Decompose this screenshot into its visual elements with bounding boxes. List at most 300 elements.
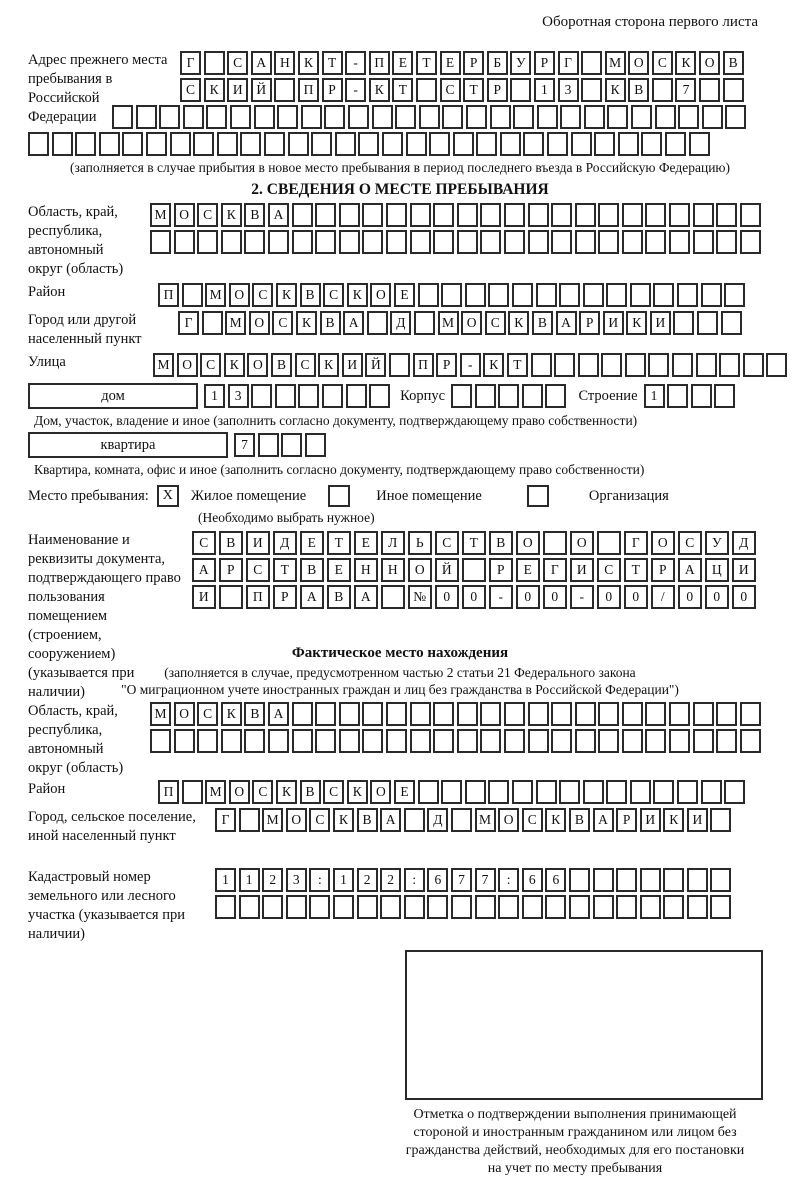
stay-type-hint: (Необходимо выбрать нужное)	[198, 510, 375, 525]
char-cell	[740, 230, 761, 254]
char-cell	[536, 780, 557, 804]
char-cell: К	[296, 311, 317, 335]
char-cell: М	[205, 780, 226, 804]
char-cell	[372, 105, 393, 129]
char-cell	[274, 78, 295, 102]
char-cell	[217, 132, 238, 156]
char-cell	[480, 729, 501, 753]
char-cell	[551, 203, 572, 227]
char-cell	[716, 702, 737, 726]
char-cell	[504, 230, 525, 254]
char-cell: К	[663, 808, 684, 832]
char-cell	[315, 702, 336, 726]
char-cell	[504, 702, 525, 726]
char-cell: -	[345, 78, 366, 102]
char-cell	[416, 78, 437, 102]
house-cells	[204, 384, 390, 408]
char-cell	[606, 283, 627, 307]
char-cell	[510, 78, 531, 102]
char-cell	[513, 105, 534, 129]
char-cell: И	[342, 353, 363, 377]
char-cell: Д	[273, 531, 297, 555]
char-cell	[451, 895, 472, 919]
char-cell	[362, 203, 383, 227]
char-cell	[594, 132, 615, 156]
char-cell: К	[508, 311, 529, 335]
char-cell	[182, 283, 203, 307]
char-cell: Р	[219, 558, 243, 582]
char-cell: Й	[435, 558, 459, 582]
char-cell	[386, 729, 407, 753]
char-cell	[522, 384, 543, 408]
char-cell: 6	[545, 868, 566, 892]
char-cell: О	[461, 311, 482, 335]
char-cell: А	[251, 51, 272, 75]
char-cell	[622, 230, 643, 254]
char-cell: Л	[381, 531, 405, 555]
char-cell	[339, 702, 360, 726]
char-cell	[740, 729, 761, 753]
char-cell	[687, 895, 708, 919]
char-cell	[575, 729, 596, 753]
stay-type-checkbox-organization	[527, 485, 549, 507]
char-cell: 0	[732, 585, 756, 609]
char-cell	[669, 230, 690, 254]
char-cell	[433, 203, 454, 227]
char-cell: О	[286, 808, 307, 832]
char-cell	[645, 702, 666, 726]
char-cell: С	[440, 78, 461, 102]
char-cell	[571, 132, 592, 156]
char-cell: О	[249, 311, 270, 335]
char-cell: О	[699, 51, 720, 75]
char-cell: С	[227, 51, 248, 75]
char-cell: В	[244, 203, 265, 227]
char-cell	[677, 780, 698, 804]
char-cell: С	[252, 780, 273, 804]
char-cell	[743, 353, 764, 377]
char-cell: В	[320, 311, 341, 335]
char-cell: В	[489, 531, 513, 555]
char-cell: Г	[543, 558, 567, 582]
char-cell	[406, 132, 427, 156]
char-cell: О	[174, 702, 195, 726]
char-cell	[219, 585, 243, 609]
char-cell	[652, 78, 673, 102]
char-cell	[277, 105, 298, 129]
char-cell	[710, 895, 731, 919]
char-cell: С	[678, 531, 702, 555]
char-cell: -	[345, 51, 366, 75]
char-cell	[418, 780, 439, 804]
char-cell	[721, 311, 742, 335]
char-cell	[204, 51, 225, 75]
document-row-3	[192, 585, 772, 609]
char-cell: Н	[354, 558, 378, 582]
char-cell: В	[723, 51, 744, 75]
city-row	[178, 311, 772, 335]
char-cell	[719, 353, 740, 377]
char-cell	[631, 105, 652, 129]
char-cell	[543, 531, 567, 555]
char-cell	[386, 702, 407, 726]
char-cell	[575, 702, 596, 726]
char-cell	[581, 78, 602, 102]
char-cell	[193, 132, 214, 156]
char-cell: С	[485, 311, 506, 335]
char-cell	[174, 729, 195, 753]
char-cell	[475, 895, 496, 919]
char-cell: И	[227, 78, 248, 102]
char-cell	[523, 132, 544, 156]
house-caption: Дом, участок, владение и иное (заполнить согласно документу, подтверждающему право собственности)	[34, 413, 638, 428]
char-cell	[663, 868, 684, 892]
char-cell	[239, 895, 260, 919]
document-row-1	[192, 531, 772, 555]
char-cell	[716, 729, 737, 753]
char-cell: -	[570, 585, 594, 609]
header-note: Оборотная сторона первого листа	[542, 14, 758, 30]
char-cell: М	[605, 51, 626, 75]
char-cell: М	[475, 808, 496, 832]
actual-location-caption-2: "О миграционном учете иностранных граждан и лиц без гражданства в Российской Федерации")	[121, 682, 679, 697]
char-cell: А	[268, 702, 289, 726]
char-cell: П	[158, 780, 179, 804]
char-cell	[598, 702, 619, 726]
char-cell	[457, 729, 478, 753]
char-cell: 0	[462, 585, 486, 609]
char-cell	[358, 132, 379, 156]
char-cell	[528, 230, 549, 254]
char-cell: А	[268, 203, 289, 227]
char-cell	[766, 353, 787, 377]
char-cell: М	[150, 203, 171, 227]
char-cell: С	[309, 808, 330, 832]
char-cell: 0	[516, 585, 540, 609]
char-cell	[672, 353, 693, 377]
char-cell: Ь	[408, 531, 432, 555]
char-cell	[528, 203, 549, 227]
char-cell	[386, 203, 407, 227]
char-cell: В	[628, 78, 649, 102]
char-cell	[667, 384, 688, 408]
char-cell: Г	[215, 808, 236, 832]
char-cell	[665, 132, 686, 156]
char-cell	[286, 895, 307, 919]
char-cell: Д	[390, 311, 411, 335]
char-cell: П	[298, 78, 319, 102]
char-cell	[275, 384, 296, 408]
actual-location-title: Фактическое место нахождения	[291, 645, 509, 661]
char-cell: О	[628, 51, 649, 75]
korpus-label: Корпус	[400, 387, 446, 404]
char-cell	[669, 729, 690, 753]
char-cell	[663, 895, 684, 919]
city-block	[28, 311, 772, 351]
char-cell	[258, 433, 279, 457]
char-cell	[480, 203, 501, 227]
char-cell: Р	[489, 558, 513, 582]
char-cell	[315, 230, 336, 254]
char-cell	[197, 230, 218, 254]
char-cell	[268, 729, 289, 753]
char-cell	[433, 729, 454, 753]
char-cell: А	[343, 311, 364, 335]
char-cell: 0	[435, 585, 459, 609]
char-cell: А	[354, 585, 378, 609]
char-cell: 6	[522, 868, 543, 892]
char-cell: Е	[392, 51, 413, 75]
char-cell	[598, 203, 619, 227]
char-cell	[740, 702, 761, 726]
char-cell	[75, 132, 96, 156]
char-cell	[653, 780, 674, 804]
char-cell: К	[318, 353, 339, 377]
char-cell	[389, 353, 410, 377]
char-cell	[465, 780, 486, 804]
char-cell	[362, 230, 383, 254]
char-cell: С	[272, 311, 293, 335]
char-cell: Т	[273, 558, 297, 582]
stay-type-option-residential: Жилое помещение	[190, 487, 307, 504]
char-cell	[404, 808, 425, 832]
document-row-2	[192, 558, 772, 582]
char-cell: Р	[616, 808, 637, 832]
actual-location-caption-1: (заполняется в случае, предусмотренном частью 2 статьи 21 Федерального закона	[164, 665, 636, 680]
char-cell: Е	[394, 283, 415, 307]
char-cell	[630, 780, 651, 804]
char-cell	[182, 780, 203, 804]
char-cell	[581, 51, 602, 75]
char-cell	[465, 283, 486, 307]
char-cell	[433, 702, 454, 726]
char-cell	[386, 230, 407, 254]
char-cell: 1	[204, 384, 225, 408]
section-2-title: 2. СВЕДЕНИЯ О МЕСТЕ ПРЕБЫВАНИЯ	[251, 181, 549, 198]
char-cell	[380, 895, 401, 919]
char-cell: О	[370, 780, 391, 804]
char-cell	[710, 868, 731, 892]
house-box-label: дом	[28, 383, 198, 409]
char-cell	[545, 895, 566, 919]
char-cell	[170, 132, 191, 156]
char-cell: Р	[436, 353, 457, 377]
char-cell: М	[262, 808, 283, 832]
actual-region-block	[28, 702, 772, 778]
char-cell	[122, 132, 143, 156]
char-cell: Е	[354, 531, 378, 555]
char-cell	[678, 105, 699, 129]
region-label: Область, край, республика, автономный округ (область)	[28, 204, 124, 277]
char-cell	[545, 384, 566, 408]
char-cell	[150, 729, 171, 753]
char-cell: Е	[327, 558, 351, 582]
char-cell: К	[605, 78, 626, 102]
char-cell: Р	[273, 585, 297, 609]
char-cell	[230, 105, 251, 129]
char-cell	[522, 895, 543, 919]
char-cell	[512, 780, 533, 804]
char-cell	[490, 105, 511, 129]
char-cell: 2	[262, 868, 283, 892]
char-cell	[202, 311, 223, 335]
char-cell	[52, 132, 73, 156]
char-cell	[414, 311, 435, 335]
char-cell	[357, 895, 378, 919]
char-cell	[689, 132, 710, 156]
char-cell: А	[678, 558, 702, 582]
char-cell	[324, 105, 345, 129]
char-cell: Д	[732, 531, 756, 555]
char-cell	[254, 105, 275, 129]
char-cell	[457, 203, 478, 227]
char-cell	[427, 895, 448, 919]
char-cell	[453, 132, 474, 156]
char-cell: А	[593, 808, 614, 832]
char-cell	[601, 353, 622, 377]
char-cell	[528, 729, 549, 753]
char-cell: 0	[624, 585, 648, 609]
char-cell	[498, 384, 519, 408]
char-cell: Т	[463, 78, 484, 102]
stay-type-checkbox-other	[328, 485, 350, 507]
stroenie-cells	[644, 384, 736, 408]
char-cell: И	[246, 531, 270, 555]
char-cell: У	[510, 51, 531, 75]
char-cell	[311, 132, 332, 156]
char-cell: О	[651, 531, 675, 555]
char-cell	[607, 105, 628, 129]
char-cell: К	[483, 353, 504, 377]
char-cell: С	[435, 531, 459, 555]
char-cell	[315, 729, 336, 753]
char-cell: К	[298, 51, 319, 75]
stay-type-row	[28, 485, 772, 507]
char-cell	[622, 203, 643, 227]
char-cell	[724, 780, 745, 804]
char-cell: Т	[392, 78, 413, 102]
char-cell: 0	[678, 585, 702, 609]
char-cell: С	[200, 353, 221, 377]
char-cell	[441, 780, 462, 804]
char-cell: Т	[507, 353, 528, 377]
char-cell: К	[347, 780, 368, 804]
char-cell: У	[705, 531, 729, 555]
char-cell	[288, 132, 309, 156]
char-cell	[197, 729, 218, 753]
char-cell: В	[532, 311, 553, 335]
char-cell	[583, 780, 604, 804]
char-cell: 1	[333, 868, 354, 892]
char-cell	[701, 283, 722, 307]
char-cell	[554, 353, 575, 377]
char-cell: Н	[381, 558, 405, 582]
char-cell	[466, 105, 487, 129]
char-cell	[339, 729, 360, 753]
char-cell: 2	[380, 868, 401, 892]
char-cell: 3	[286, 868, 307, 892]
stay-type-checkbox-residential: X	[157, 485, 179, 507]
char-cell	[693, 230, 714, 254]
stay-type-label: Место пребывания:	[28, 487, 149, 504]
char-cell	[488, 780, 509, 804]
char-cell: В	[271, 353, 292, 377]
char-cell: М	[438, 311, 459, 335]
char-cell: П	[413, 353, 434, 377]
char-cell: К	[675, 51, 696, 75]
char-cell: С	[252, 283, 273, 307]
actual-district-row	[158, 780, 772, 804]
char-cell	[404, 895, 425, 919]
char-cell	[560, 105, 581, 129]
prev-address-row-4	[28, 132, 772, 156]
char-cell: К	[545, 808, 566, 832]
char-cell	[410, 729, 431, 753]
document-label: Наименование и реквизиты документа, подтверждающего право пользования помещением (строением, сооружением) (указывается при наличии)	[28, 532, 181, 700]
char-cell	[537, 105, 558, 129]
char-cell	[693, 729, 714, 753]
char-cell	[645, 230, 666, 254]
char-cell: Ц	[705, 558, 729, 582]
char-cell	[710, 808, 731, 832]
char-cell	[382, 132, 403, 156]
char-cell: К	[369, 78, 390, 102]
actual-district-block	[28, 780, 772, 804]
char-cell: О	[370, 283, 391, 307]
korpus-cells	[451, 384, 566, 408]
char-cell: О	[498, 808, 519, 832]
char-cell: О	[229, 283, 250, 307]
char-cell: И	[650, 311, 671, 335]
actual-region-row-2	[150, 729, 772, 753]
char-cell: В	[300, 283, 321, 307]
char-cell: 3	[228, 384, 249, 408]
char-cell	[475, 384, 496, 408]
actual-district-label: Район	[28, 781, 66, 797]
char-cell	[462, 558, 486, 582]
char-cell	[673, 311, 694, 335]
char-cell	[433, 230, 454, 254]
char-cell	[740, 203, 761, 227]
char-cell	[714, 384, 735, 408]
cadastral-block	[28, 868, 772, 946]
char-cell: Е	[394, 780, 415, 804]
char-cell: М	[225, 311, 246, 335]
char-cell	[693, 702, 714, 726]
char-cell: К	[221, 702, 242, 726]
char-cell: Г	[180, 51, 201, 75]
char-cell: С	[192, 531, 216, 555]
char-cell: С	[180, 78, 201, 102]
char-cell	[696, 353, 717, 377]
char-cell: В	[327, 585, 351, 609]
char-cell: И	[640, 808, 661, 832]
prev-address-row-2	[180, 78, 772, 102]
char-cell: Т	[322, 51, 343, 75]
char-cell: И	[603, 311, 624, 335]
char-cell: 7	[451, 868, 472, 892]
char-cell: Р	[579, 311, 600, 335]
char-cell	[699, 78, 720, 102]
char-cell	[244, 729, 265, 753]
char-cell: И	[732, 558, 756, 582]
char-cell: Й	[251, 78, 272, 102]
char-cell: С	[323, 780, 344, 804]
char-cell	[598, 230, 619, 254]
apartment-caption: Квартира, комната, офис и иное (заполнить согласно документу, подтверждающему право собственности)	[34, 462, 645, 477]
char-cell: К	[221, 203, 242, 227]
char-cell	[174, 230, 195, 254]
